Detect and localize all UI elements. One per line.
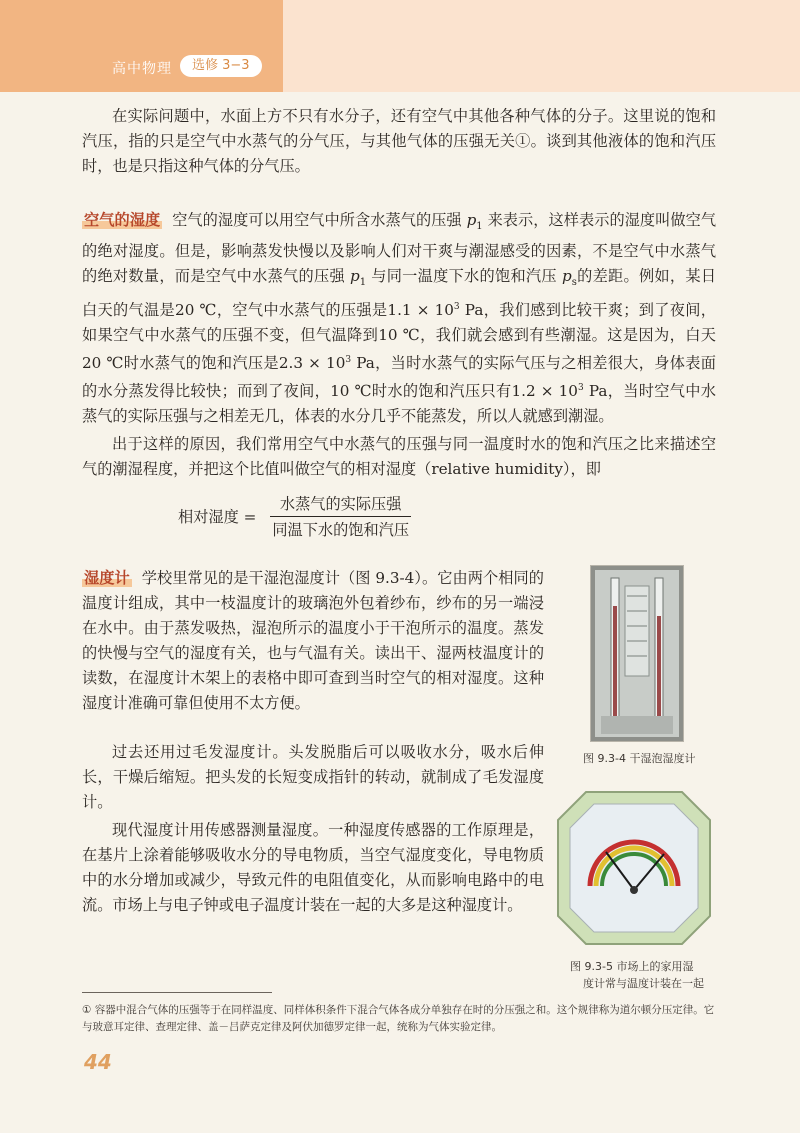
superscript: 3 (453, 302, 460, 313)
formula-fraction (262, 493, 419, 540)
text-fragment: 空气的湿度可以用空气中所含水蒸气的压强 (172, 211, 462, 229)
footnote: ① 容器中混合气体的压强等于在同样温度、同样体积条件下混合气体各成分单独存在时的分压强之和。这个规律称为道尔顿分压定律。它与玻意耳定律、查理定律、盖－吕萨克定律及阿伏加德罗定律一起，统称为气体实验定律。 (82, 1004, 715, 1033)
section-heading-humidity: 空气的湿度 (84, 211, 161, 229)
header-title: 高中物理 (112, 61, 172, 77)
superscript: 3 (345, 355, 352, 366)
text-fragment: 与同一温度下水的饱和汽压 (371, 267, 557, 286)
formula-denominator: 同温下水的饱和汽压 (272, 521, 409, 539)
formula-numerator: 水蒸气的实际压强 (270, 493, 412, 517)
paragraph-hygrometer (82, 566, 544, 716)
text-fragment: Pa，我们感到比较干爽；到了夜间，如果空气中水蒸气的压强不变，但气温降到10 ℃，我们就会感到有些潮湿。这是因为，白天20 ℃时水蒸气的饱和汽压是2.3 × 10 (82, 301, 716, 373)
symbol-p: p (561, 267, 572, 286)
symbol-p: p (350, 267, 360, 286)
symbol-p: p (466, 211, 477, 229)
figure-caption-9-3-5-line2: 度计常与温度计装在一起 (583, 977, 704, 990)
text-fragment: 来表示，这样表示的湿度叫做空气的绝对湿度。但是，影响蒸发快慢以及影响人们对干爽与潮湿感受的因素，不是空气中水蒸气的绝对数量，而是空气中水蒸气的压强 (82, 211, 717, 286)
header-band-right (283, 0, 800, 92)
paragraph-relative-humidity: 出于这样的原因，我们常用空气中水蒸气的压强与同一温度时水的饱和汽压之比来描述空气的潮湿程度，并把这个比值叫做空气的相对湿度（relative humidity），即 (82, 435, 716, 478)
figure-caption-9-3-5-line1: 图 9.3-5 市场上的家用湿 (570, 960, 694, 973)
figure-dial-hygrometer (556, 790, 712, 946)
section-heading-hygrometer: 湿度计 (84, 569, 130, 587)
paragraph-hair-hygrometer: 过去还用过毛发湿度计。头发脱脂后可以吸收水分，吸水后伸长，干燥后缩短。把头发的长短变成指针的转动，就制成了毛发湿度计。 (82, 743, 544, 811)
header-badge: 选修 3−3 (180, 55, 262, 77)
paragraph-absolute-humidity (82, 208, 716, 429)
paragraph-intro: 在实际问题中，水面上方不只有水分子，还有空气中其他各种气体的分子。这里说的饱和汽压，指的只是空气中水蒸气的分气压，与其他气体的压强无关①。谈到其他液体的饱和汽压时，也是只指这种气体的分气压。 (82, 107, 716, 175)
text-fragment: Pa，当时水蒸气的实际气压与之相差很大，身体表面的水分蒸发得比较快；而到了夜间，10 ℃时水的饱和汽压只有1.2 × 10 (82, 354, 716, 401)
formula-lhs: 相对湿度 = (178, 508, 257, 526)
text-fragment: 的差距。例如，某日白天的气温是20 ℃，空气中水蒸气的压强是1.1 × 10 (82, 267, 717, 320)
text-fragment: 学校里常见的是干湿泡湿度计（图 9.3-4）。它由两个相同的温度计组成，其中一枝温度计的玻璃泡外包着纱布，纱布的另一端浸在水中。由于蒸发吸热，湿泡所示的温度小于干泡所示的温度。蒸发的快慢与空气的湿度有关，也与气温有关。读出干、湿两枝温度计的读数，在湿度计木架上的表格中即可查到当时空气的相对湿度。这种湿度计准确可靠但使用不太方便。 (82, 569, 544, 712)
text-fragment: Pa，当时空气中水蒸气的实际压强与之相差无几，体表的水分几乎不能蒸发，所以人就感到潮湿。 (82, 382, 716, 426)
dial-hygrometer-image (556, 790, 712, 946)
paragraph-modern-hygrometer: 现代湿度计用传感器测量湿度。一种湿度传感器的工作原理是，在基片上涂着能够吸收水分的导电物质，当空气湿度变化，导电物质中的水分增加或减少，导致元件的电阻值变化，从而影响电路中的电流。市场上与电子钟或电子温度计装在一起的大多是这种湿度计。 (82, 821, 544, 914)
page-number: 44 (84, 1050, 112, 1074)
subscript: 1 (476, 221, 483, 233)
figure-wet-dry-hygrometer (590, 565, 684, 742)
figure-caption-9-3-4: 图 9.3-4 干湿泡湿度计 (583, 752, 696, 765)
subscript: 1 (359, 277, 367, 289)
formula-relative-humidity (178, 493, 419, 540)
footnote-divider (82, 992, 272, 993)
superscript: 3 (577, 383, 584, 394)
wet-dry-hygrometer-image (591, 566, 683, 741)
subscript: s (571, 277, 577, 289)
header-band (0, 0, 283, 92)
